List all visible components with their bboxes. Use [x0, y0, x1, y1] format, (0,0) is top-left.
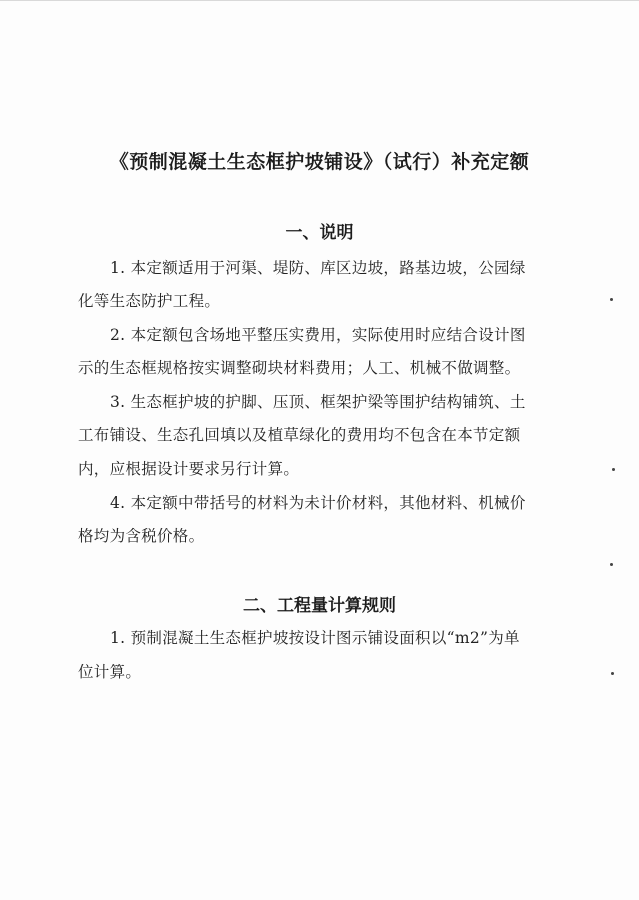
paragraph-line: 1. 预制混凝土生态框护坡按设计图示铺设面积以“m2”为单: [110, 629, 520, 647]
paragraph-line: 位计算。: [78, 663, 142, 681]
scan-speck: [610, 298, 613, 301]
scan-speck: [610, 563, 613, 566]
paragraph-line: 格均为含税价格。: [78, 527, 205, 545]
section-heading-quantity-rules: 二、工程量计算规则: [243, 596, 396, 616]
paragraph-line: 4. 本定额中带括号的材料为未计价材料，其他材料、机械价: [110, 494, 526, 512]
paragraph-line: 3. 生态框护坡的护脚、压顶、框架护梁等围护结构铺筑、土: [110, 393, 526, 411]
paragraph-line: 内，应根据设计要求另行计算。: [78, 460, 300, 478]
paragraph-line: 工布铺设、生态孔回填以及植草绿化的费用均不包含在本节定额: [78, 426, 521, 444]
document-title: 《预制混凝土生态框护坡铺设》（试行）补充定额: [109, 151, 530, 173]
scan-speck: [612, 468, 615, 471]
section-heading-explanation: 一、说明: [285, 223, 354, 243]
paragraph-line: 化等生态防护工程。: [78, 292, 221, 310]
paragraph-line: 2. 本定额包含场地平整压实费用，实际使用时应结合设计图: [110, 326, 526, 344]
scan-edge: [0, 0, 639, 1]
paragraph-line: 示的生态框规格按实调整砌块材料费用；人工、机械不做调整。: [78, 359, 521, 377]
paragraph-line: 1. 本定额适用于河渠、堤防、库区边坡，路基边坡，公园绿: [110, 259, 526, 277]
scan-speck: [611, 672, 614, 675]
